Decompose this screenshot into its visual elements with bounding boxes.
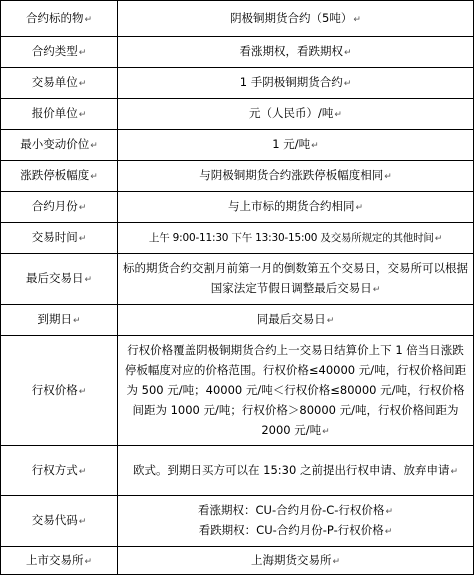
paragraph-mark-icon: ↵ <box>78 386 87 397</box>
paragraph-mark-icon: ↵ <box>78 517 87 527</box>
paragraph-mark-icon: ↵ <box>72 316 81 326</box>
row-label: 涨跌停板幅度↵ <box>1 161 118 192</box>
row-label: 合约标的物↵ <box>1 1 118 37</box>
row-value: 行权价格覆盖阴极铜期货合约上一交易日结算价上下 1 倍当日涨跌停板幅度对应的价格范围。行权价格≤40000 元/吨，行权价格间距为 500 元/吨；40000 元/吨＜行权价格≤80000 元/吨，行权价格间距为 1000 元/吨；行权价格＞80000 元/吨，行权价格间距为 2000 元/吨↵ <box>118 336 474 446</box>
paragraph-mark-icon: ↵ <box>450 466 458 477</box>
table-row <box>1 496 474 547</box>
row-value: 1 元/吨↵ <box>118 130 474 161</box>
row-label: 交易时间↵ <box>1 223 118 254</box>
paragraph-mark-icon: ↵ <box>326 316 335 326</box>
row-label: 合约类型↵ <box>1 37 118 68</box>
row-value: 1 手阴极铜期货合约↵ <box>118 68 474 99</box>
paragraph-mark-icon: ↵ <box>384 172 392 182</box>
row-label: 行权价格↵ <box>1 336 118 446</box>
row-value: 与阴极铜期货合约涨跌停板幅度相同↵ <box>118 161 474 192</box>
row-value: 标的期货合约交割月前第一月的倒数第五个交易日，交易所可以根据国家法定节假日调整最后交易日↵ <box>118 254 474 305</box>
row-value: 上海期货交易所↵ <box>118 547 474 575</box>
paragraph-mark-icon: ↵ <box>334 110 342 120</box>
row-label: 上市交易所↵ <box>1 547 118 575</box>
paragraph-mark-icon: ↵ <box>90 141 98 151</box>
trading-code-call-line: 看涨期权：CU-合约月份-C-行权价格↵ <box>198 503 393 517</box>
table-row <box>1 192 474 223</box>
table-row <box>1 223 474 254</box>
paragraph-mark-icon: ↵ <box>322 426 330 437</box>
paragraph-mark-icon: ↵ <box>343 48 352 58</box>
row-label: 最小变动价位↵ <box>1 130 118 161</box>
paragraph-mark-icon: ↵ <box>385 507 393 517</box>
row-label: 报价单位↵ <box>1 99 118 130</box>
paragraph-mark-icon: ↵ <box>372 285 381 295</box>
paragraph-mark-icon: ↵ <box>78 234 87 244</box>
row-value: 同最后交易日↵ <box>118 305 474 336</box>
row-value: 元（人民币）/吨↵ <box>118 99 474 130</box>
paragraph-mark-icon: ↵ <box>78 48 87 58</box>
row-label: 交易单位↵ <box>1 68 118 99</box>
row-value <box>118 496 474 547</box>
paragraph-mark-icon: ↵ <box>78 466 87 477</box>
table-row <box>1 161 474 192</box>
table-row <box>1 254 474 305</box>
paragraph-mark-icon: ↵ <box>434 233 443 244</box>
row-label: 合约月份↵ <box>1 192 118 223</box>
row-value: 阴极铜期货合约（5吨）↵ <box>118 1 474 37</box>
paragraph-mark-icon: ↵ <box>78 203 87 213</box>
row-label: 到期日↵ <box>1 305 118 336</box>
table-row <box>1 1 474 37</box>
paragraph-mark-icon: ↵ <box>355 203 364 213</box>
table-row <box>1 37 474 68</box>
table-row <box>1 446 474 496</box>
paragraph-mark-icon: ↵ <box>84 14 93 25</box>
table-row <box>1 99 474 130</box>
row-value: 欧式。到期日买方可以在 15:30 之前提出行权申请、放弃申请↵ <box>118 446 474 496</box>
paragraph-mark-icon: ↵ <box>84 275 93 285</box>
row-value: 看涨期权，看跌期权↵ <box>118 37 474 68</box>
paragraph-mark-icon: ↵ <box>90 172 98 182</box>
paragraph-mark-icon: ↵ <box>78 110 87 120</box>
paragraph-mark-icon: ↵ <box>311 141 319 151</box>
row-value: 上午 9:00-11:30 下午 13:30-15:00 及交易所规定的其他时间↵ <box>118 223 474 254</box>
trading-code-put-line: 看跌期权：CU-合约月份-P-行权价格↵ <box>198 523 393 537</box>
row-label: 行权方式↵ <box>1 446 118 496</box>
paragraph-mark-icon: ↵ <box>84 556 93 567</box>
paragraph-mark-icon: ↵ <box>343 79 352 89</box>
table-row <box>1 547 474 575</box>
row-label: 交易代码↵ <box>1 496 118 547</box>
paragraph-mark-icon: ↵ <box>332 556 341 567</box>
row-label: 最后交易日↵ <box>1 254 118 305</box>
row-value: 与上市标的期货合约相同↵ <box>118 192 474 223</box>
paragraph-mark-icon: ↵ <box>353 14 361 25</box>
paragraph-mark-icon: ↵ <box>384 527 393 537</box>
paragraph-mark-icon: ↵ <box>78 79 87 89</box>
table-row <box>1 305 474 336</box>
table-row <box>1 68 474 99</box>
table-row <box>1 130 474 161</box>
table-row <box>1 336 474 446</box>
